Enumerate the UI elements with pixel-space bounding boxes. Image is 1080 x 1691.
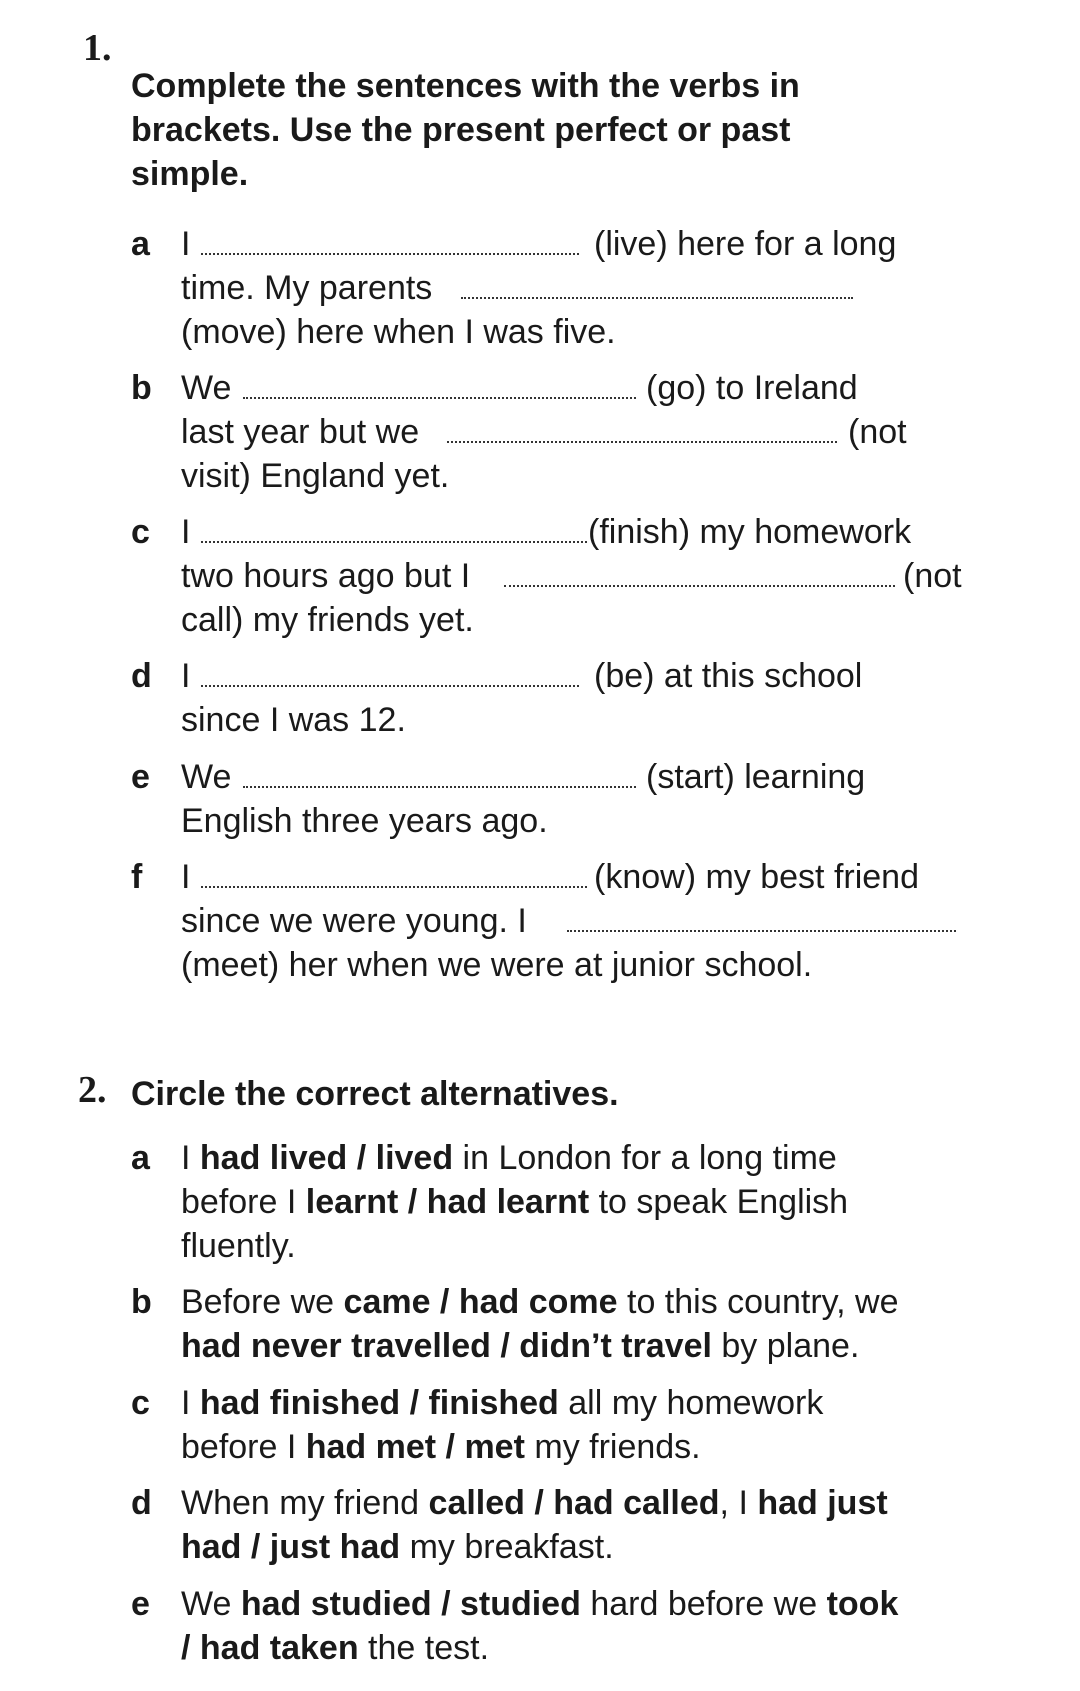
item-letter: b (131, 369, 152, 407)
exercise-2-item-a: a I had lived / lived in London for a long time before I learnt / had learnt to speak English fluently. (131, 1136, 991, 1268)
answer-blank[interactable] (201, 685, 579, 687)
answer-blank[interactable] (504, 585, 895, 587)
choice-option[interactable]: had met / met (305, 1428, 525, 1466)
exercise-2-item-c: c I had finished / finished all my homework before I had met / met my friends. (131, 1381, 991, 1469)
answer-blank[interactable] (201, 886, 587, 888)
exercise-1-number: 1. (83, 27, 112, 69)
exercise-1-item-a: a I (live) here for a long time. My parents (move) here when I was five. (131, 222, 991, 354)
choice-option[interactable]: had / just had (181, 1528, 401, 1566)
item-letter: b (131, 1283, 152, 1321)
item-letter: a (131, 1139, 150, 1177)
answer-blank[interactable] (461, 297, 853, 299)
exercise-2-instruction: Circle the correct alternatives. (131, 1075, 619, 1113)
exercise-1-item-c: c I (finish) my homework two hours ago but I (not call) my friends yet. (131, 510, 991, 642)
choice-option[interactable]: had never travelled / didn’t travel (181, 1327, 712, 1365)
answer-blank[interactable] (201, 253, 579, 255)
choice-option[interactable]: took (826, 1585, 899, 1623)
exercise-2-item-d: d When my friend called / had called, I had just had / just had my breakfast. (131, 1481, 991, 1569)
answer-blank[interactable] (243, 397, 636, 399)
item-letter: d (131, 1484, 152, 1522)
answer-blank[interactable] (243, 786, 636, 788)
item-letter: e (131, 1585, 150, 1623)
answer-blank[interactable] (567, 930, 956, 932)
item-letter: c (131, 1384, 150, 1422)
exercise-2-item-e: e We had studied / studied hard before we took / had taken the test. (131, 1582, 991, 1670)
item-letter: d (131, 657, 152, 695)
exercise-2-number: 2. (78, 1069, 107, 1111)
choice-option[interactable]: had studied / studied (240, 1585, 581, 1623)
exercise-1-item-b: b We (go) to Ireland last year but we (not visit) England yet. (131, 366, 991, 498)
choice-option[interactable]: had just (757, 1484, 888, 1522)
exercise-1-item-e: e We (start) learning English three years ago. (131, 755, 991, 843)
item-letter: a (131, 225, 150, 263)
exercise-2-item-b: b Before we came / had come to this country, we had never travelled / didn’t travel by plane. (131, 1280, 991, 1368)
item-letter: e (131, 758, 150, 796)
choice-option[interactable]: had finished / finished (199, 1384, 559, 1422)
item-letter: f (131, 858, 143, 896)
item-letter: c (131, 513, 150, 551)
answer-blank[interactable] (201, 541, 587, 543)
choice-option[interactable]: had lived / lived (199, 1139, 454, 1177)
choice-option[interactable]: came / had come (343, 1283, 618, 1321)
choice-option[interactable]: called / had called (428, 1484, 720, 1522)
exercise-1-instruction: Complete the sentences with the verbs in brackets. Use the present perfect or past simple. (131, 67, 800, 193)
exercise-1-item-f: f I (know) my best friend since we were young. I (meet) her when we were at junior school. (131, 855, 991, 987)
choice-option[interactable]: / had taken (181, 1629, 359, 1667)
choice-option[interactable]: learnt / had learnt (305, 1183, 590, 1221)
exercise-1-item-d: d I (be) at this school since I was 12. (131, 654, 991, 742)
answer-blank[interactable] (447, 441, 837, 443)
